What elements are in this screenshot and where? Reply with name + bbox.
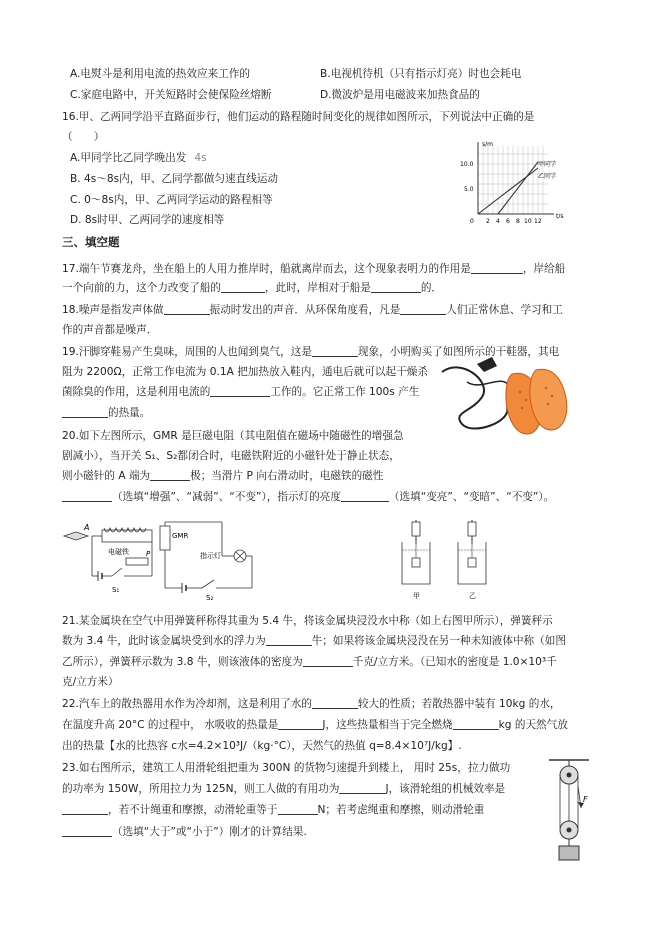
q16-option-b: B. 4s～8s内，甲、乙同学都做匀速直线运动 [70,173,279,185]
label-gmr: GMR [172,532,189,540]
q22-line3: 出的热量【水的比热容 c水=4.2×10³J/（kg·°C），天然气的热值 q=8.4×10⁷J/kg】. [62,740,462,752]
answer-blank [266,634,312,646]
answer-blank [303,655,353,667]
q18-line2: 作的声音都是噪声． [62,324,158,336]
q17-line2: 一个向前的力，这个力改变了船的 ，此时，岸相对于船是 的． [62,282,443,294]
q20-line2: 剧减小），当开关 S₁、S₂都闭合时，电磁铁附近的小磁针处于静止状态， [62,450,400,462]
q15-option-b: B.电视机待机（只有指示灯亮）时也会耗电 [320,68,522,80]
label-indicator-lamp: 指示灯 [200,552,221,560]
answer-blank [62,490,112,502]
q19-line1: 19.汗脚穿鞋易产生臭味，周围的人也闻到臭气，这是 现象，小明购买了如图所示的干鞋器，其电 [62,346,560,358]
q15-option-a: A.电熨斗是利用电流的热效应来工作的 [70,68,250,80]
q20-line1: 20.如下左图所示，GMR 是巨磁电阻（其电阻值在磁场中随磁性的增强急 [62,430,404,442]
answer-blank [278,718,322,730]
q21-line2: 数为 3.4 牛，此时该金属块受到水的浮力为 牛；如果将该金属块浸没在另一种未知液体中称（如图 [62,635,566,647]
answer-blank [62,803,108,815]
answer-blank [210,385,270,397]
y-tick: 10.0 [460,161,474,168]
q15-option-d: D.微波炉是用电磁波来加热食品的 [320,89,480,101]
q16-distance-time-chart [456,138,566,230]
q23-line4: （选填“大于”或“小于”）刚才的计算结果. [62,825,307,839]
q18-line1: 18.噪声是指发声体做 振动时发出的声音．从环保角度看，凡是 人们正常休息、学习和工 [62,304,563,316]
q16-option-d: D. 8s时甲、乙两同学的速度相等 [70,214,225,226]
answer-blank [312,345,358,357]
answer-blank [371,281,421,293]
x-tick: 6 [506,218,510,225]
x-tick: 12 [534,218,542,225]
y-unit-label: s/m [482,141,493,148]
q16-stem: 16.甲、乙两同学沿平直路面步行，他们运动的路程随时间变化的规律如图所示，下列说法中正确的是 [62,111,535,123]
q21-line4: 克/立方米） [62,676,119,688]
x-tick: 8 [516,218,520,225]
q23-line1: 23.如右图所示，建筑工人用滑轮组把重为 300N 的货物匀速提升到楼上， 用时 25s，拉力做功 [62,762,511,774]
label-p: P [146,550,151,558]
x-tick: 10 [524,218,532,225]
gmr-circuit-diagram [62,516,258,600]
legend-yi: 乙同学 [538,173,557,180]
answer-blank [339,782,385,794]
answer-blank [453,718,499,730]
x-tick: 4 [496,218,500,225]
q23-line2: 的功率为 150W，所用拉力为 125N，则工人做的有用功为 J，该滑轮组的机械效率是 [62,783,506,795]
label-electromagnet: 电磁铁 [108,548,129,556]
answer-blank [341,490,389,502]
q21-line1: 21.某金属块在空气中用弹簧秤称得其重为 5.4 牛，将该金属块浸没水中称（如上右图甲所示），弹簧秤示 [62,615,553,627]
x-tick: 2 [486,218,490,225]
q20-line4: （选填“增强”、“减弱”、“不变”），指示灯的亮度 （选填“变亮”、“变暗”、“不变”）。 [62,490,554,504]
rheostat [126,558,148,565]
q16-paren: （ ） [62,131,105,143]
answer-blank [150,469,190,481]
answer-blank [471,262,523,274]
q17-line1: 17.端午节赛龙舟，坐在船上的人用力推岸时，船就离岸而去，这个现象表明力的作用是 ，岸给船 [62,263,566,275]
label-jia: 甲 [413,592,420,600]
q16-option-a: A.甲同学比乙同学晚出发 4s [70,152,207,164]
label-s1: S₁ [112,586,120,594]
y-tick: 5.0 [464,186,474,193]
answer-blank [164,303,210,315]
shoe-dryer-photo [432,352,582,440]
answer-blank [221,281,265,293]
section-title-fill-in: 三、填空题 [62,235,120,249]
answer-blank [62,406,108,418]
q15-option-c: C.家庭电路中，开关短路时会使保险丝熔断 [70,89,272,101]
q19-line4: 的热量。 [62,406,150,420]
q16-option-c: C. 0～8s内，甲、乙两同学运动的路程相等 [70,194,273,206]
q23-line3: ，若不计绳重和摩擦，动滑轮重等于 N；若考虑绳重和摩擦，则动滑轮重 [62,803,484,817]
q21-line3: 乙所示），弹簧秤示数为 3.8 牛，则该液体的密度为 千克/立方米。（已知水的密度是 1.0×10³千 [62,656,557,668]
label-a: A [84,523,90,532]
label-force-f: F [583,795,588,804]
compass-needle [64,532,88,540]
cargo-block [559,846,579,860]
q22-line2: 在温度升高 20°C 的过程中， 水吸收的热量是 J，这些热量相当于完全燃烧 kg 的天然气放 [62,719,568,731]
spring-scale-beakers-figure [396,518,500,604]
q20-line3: 则小磁针的 A 端为 极；当滑片 P 向右滑动时，电磁铁的磁性 [62,470,384,482]
answer-blank [312,697,358,709]
q22-line1: 22.汽车上的散热器用水作为冷却剂，这是利用了水的 较大的性质；若散热器中装有 10kg 的水， [62,698,561,710]
q19-line2: 阻为 2200Ω，正常工作电流为 0.1A 把加热放入鞋内，通电后就可以起干燥杀 [62,366,428,378]
answer-blank [62,825,112,837]
answer-blank [278,803,318,815]
answer-blank [400,303,446,315]
pulley-block-figure [545,758,595,866]
label-yi: 乙 [469,592,476,600]
y-tick: 0 [470,218,474,225]
legend-jia: 甲同学 [538,161,557,168]
x-unit-label: t/s [556,213,564,220]
q19-line3: 菌除臭的作用，这是利用电流的 工作的。它正常工作 100s 产生 [62,386,420,398]
label-s2: S₂ [206,594,214,600]
